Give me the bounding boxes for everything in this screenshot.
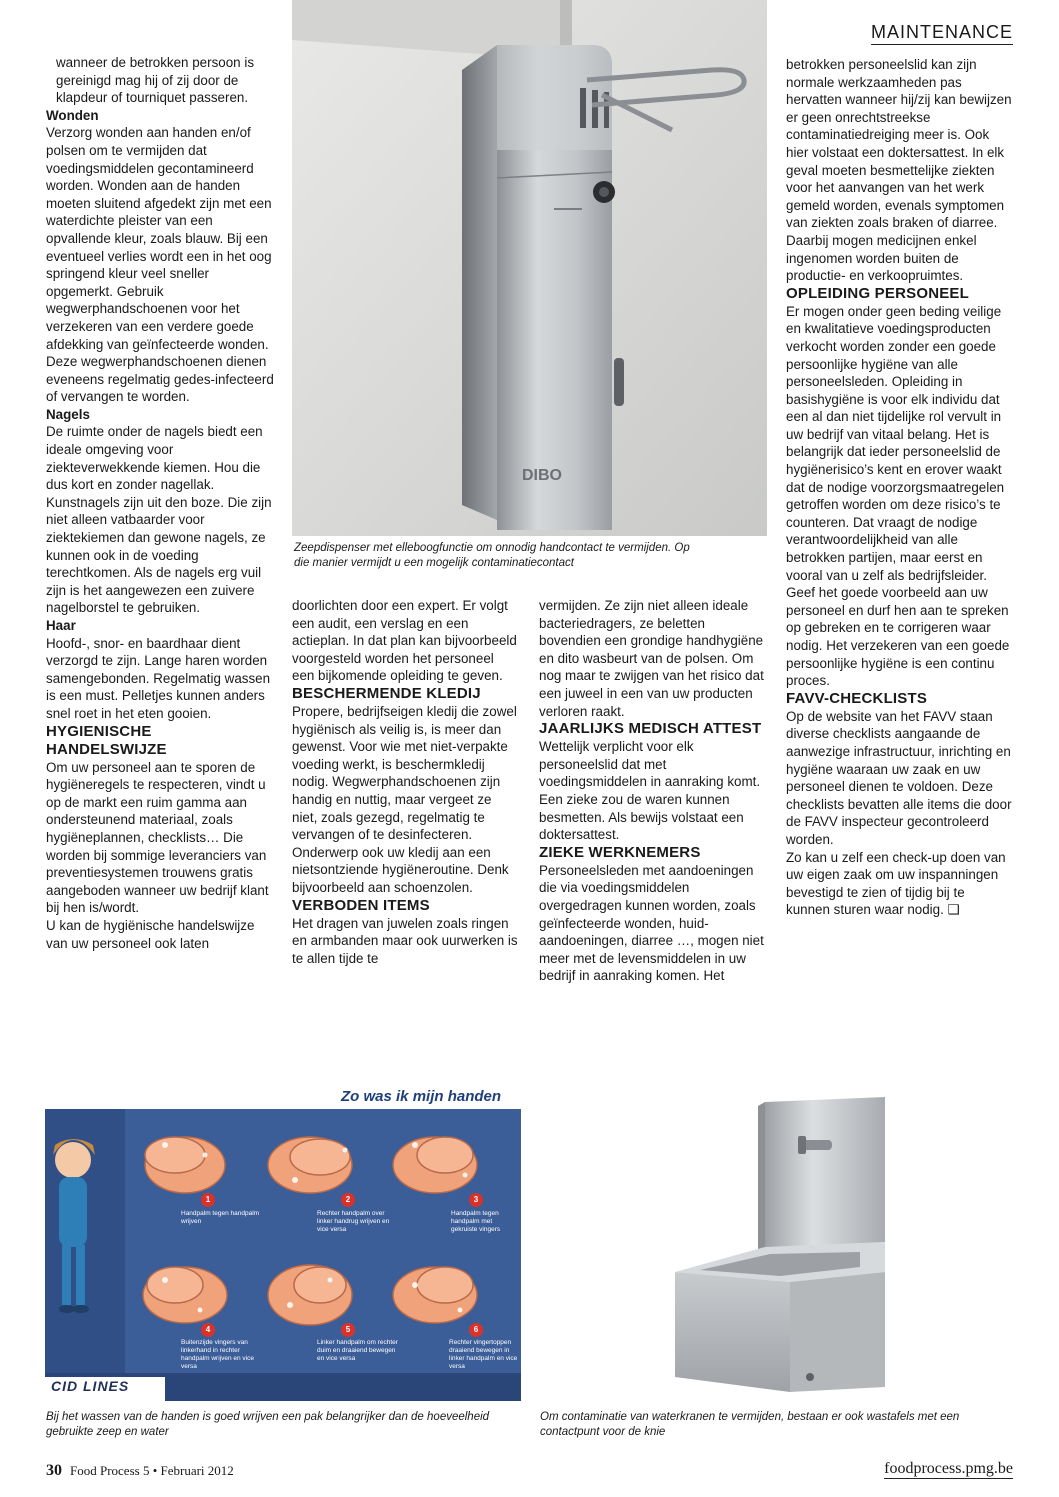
issue-info: Food Process 5 • Februari 2012	[70, 1463, 234, 1478]
zieke-text: Personeelsleden met aandoeningen die via voedingsmiddelen overgedragen kunnen worden, zoals geïnfecteerde wonden, huid-aandoeningen, diarree …, mogen niet meer met de levensmiddelen in uw bedrijf in aanraking komen. Het	[539, 862, 764, 984]
favv-heading: FAVV-CHECKLISTS	[786, 689, 928, 707]
items-heading: VERBODEN ITEMS	[292, 896, 430, 914]
opleiding-text: Er mogen onder geen beding veilige en kwalitatieve voedingsproducten verkocht worden zonder een goede persoonlijke hygiëne van alle personeelsleden. Opleiding in basishygiëne is voor elk individu dat een al dan niet tijdelijke rol vervult in uw bedrijf van vitaal belang. Het is belangrijk dat ieder personeelslid de hygiënerisico’s kent en erover waakt dat de nodige voorzorgsmaatregelen getroffen worden om deze risico’s te counteren. Dat vraagt de nodige verantwoordelijkheid van alle betrokken partijen, maar eerst en vooral van u zelf als bedrijfsleider. Geef het goede voorbeeld aan uw personeel en durf hen aan te spreken op gebreken en te corrigeren waar nodig. Het verzekeren van een goede persoonlijke hygiëne is een continu proces.	[786, 303, 1010, 689]
website-link[interactable]: foodprocess.pmg.be	[884, 1460, 1013, 1477]
favv-text-2	[786, 849, 1012, 919]
step-6-badge: 6	[469, 1323, 483, 1337]
kledij-heading: BESCHERMENDE KLEDIJ	[292, 684, 481, 702]
step-2-label: Rechter handpalm over linker handrug wrijven en vice versa	[317, 1210, 390, 1233]
section-header: MAINTENANCE	[871, 22, 1013, 45]
hygienische-heading: HYGIENISCHE HANDELSWIJZE	[46, 722, 167, 758]
dispenser-caption: Zeepdispenser met elleboogfunctie om onnodig handcontact te vermijden. Op die manier vermijdt u een mogelijk contaminatiecontact	[294, 542, 690, 569]
column-3	[539, 597, 767, 985]
step-4-badge: 4	[201, 1323, 215, 1337]
poster-caption: Bij het wassen van de handen is goed wrijven een pak belangrijker dan de hoeveelheid gebruikte zeep en water	[46, 1411, 490, 1438]
opleiding-heading: OPLEIDING PERSONEEL	[786, 284, 969, 302]
nagels-heading: Nagels	[46, 406, 90, 422]
favv-text-2-body: Zo kan u zelf een check-up doen van uw eigen zaak om uw inspanningen bevestigd te zien of tijdig bij te kunnen sturen waar nodig.	[786, 849, 1006, 918]
poster-brand-logo: CID LINES	[51, 1378, 130, 1394]
wonden-text: Verzorg wonden aan handen en/of polsen om te vermijden dat voedingsmiddelen gecontamineerd worden. Wonden aan de handen moeten sluitend afgedekt zijn met een waterdichte pleister van een opvallende kleur, zoals blauw. Bij een eventueel verlies wordt een in het oog springend kleur veel sneller opgemerkt. Gebruik wegwerphandschoenen voor het verzekeren van een verdere goede afdekking van geïnfecteerde wonden. Deze wegwerphandschoenen dienen eveneens regelmatig gedes-infecteerd of vervangen te worden.	[46, 125, 274, 405]
knee-operated-sink-illustration	[660, 1092, 895, 1397]
step-5-label: Linker handpalm om rechter duim en draaiend bewegen en vice versa	[317, 1339, 398, 1362]
step-5-badge: 5	[341, 1323, 355, 1337]
favv-text-1: Op de website van het FAVV staan diverse checklists aangaande de aanwezige infrastructuur, inrichting en hygiëne waaraan uw zaak en uw personeel dienen te voldoen. Deze checklists bevatten alle items die door de FAVV inspecteur gecontroleerd worden.	[786, 708, 1012, 847]
items-text: Het dragen van juwelen zoals ringen en armbanden maar ook uurwerken is te allen tijde te	[292, 915, 518, 966]
attest-text: Wettelijk verplicht voor elk personeelslid dat met voedingsmiddelen in aanraking komt. Een zieke zou de waren kunnen besmetten. Als bewijs volstaat een doktersattest.	[539, 739, 761, 843]
step-4-label: Buitenzijde vingers van linkerhand in rechter handpalm wrijven en vice versa	[181, 1339, 254, 1370]
step-3-badge: 3	[469, 1193, 483, 1207]
nagels-text: De ruimte onder de nagels biedt een ideale omgeving voor ziekteverwekkende kiemen. Hou die dus kort en zonder nagellak. Kunstnagels zijn uit den boze. Die zijn niet alleen vatbaarder voor ziektekiemen dan gewone nagels, ze kunnen ook in de voeding terechtkomen. Als de nagels erg vuil zijn is het aangewezen een zuivere nagelborstel te gebruiken.	[46, 424, 272, 616]
step-2-badge: 2	[341, 1193, 355, 1207]
dispenser-brand-label: DIBO	[522, 467, 562, 484]
page-number: 30	[46, 1462, 62, 1479]
step-6-label: Rechter vingertoppen draaiend bewegen in linker handpalm en vice versa	[449, 1339, 518, 1370]
sink-caption: Om contaminatie van waterkranen te vermijden, bestaan er ook wastafels met een contactpunt voor de knie	[540, 1411, 960, 1438]
knee-sink-photo	[660, 1092, 895, 1397]
hygienische-text-1: Om uw personeel aan te sporen de hygiëneregels te respecteren, vindt u op de markt een ruim gamma aan ondersteunend materiaal, zoals hygiëneplannen, checklists… Die worden bij sommige leveranciers van preventiesystemen trouwens gratis aangeboden wanneer uw bedrijf klant bij hen is/wordt.	[46, 759, 269, 916]
expert-text: doorlichten door een expert. Er volgt een audit, een verslag en een actieplan. In dat plan kan bijvoorbeeld voorgesteld worden het personeel een bijkomende opleiding te geven.	[292, 598, 517, 684]
soap-dispenser-illustration	[292, 0, 767, 536]
step-3-label: Handpalm tegen handpalm met gekruiste vingers	[451, 1210, 501, 1233]
wonden-heading: Wonden	[46, 107, 99, 123]
zieke-heading: ZIEKE WERKNEMERS	[539, 843, 701, 861]
step-1-badge: 1	[201, 1193, 215, 1207]
end-mark: ❑	[947, 902, 960, 918]
poster-title: Zo was ik mijn handen	[341, 1088, 502, 1105]
haar-text: Hoofd-, snor- en baardhaar dient verzorgd te zijn. Lange haren worden samengebonden. Regelmatig wassen is een must. Pelletjes kunnen anders snel roet in het eten gooien.	[46, 635, 271, 721]
page-footer	[46, 1462, 234, 1480]
juwelen-text: vermijden. Ze zijn niet alleen ideale bacteriedragers, ze beletten bovendien een grondige handhygiëne en dito wasbeurt van de polsen. Om nog maar te zwijgen van het risico dat een juweel in een van uw producten verloren raakt.	[539, 598, 764, 719]
soap-dispenser-photo	[292, 0, 767, 536]
column-4	[786, 56, 1012, 919]
kledij-text: Propere, bedrijfseigen kledij die zowel hygiënisch als veilig is, is meer dan gewenst. Voor wie met niet-verpakte voeding werkt, is beschermkledij nodig. Wegwerphandschoenen zijn handig en nuttig, maar vergeet ze niet, zoals gezegd, regelmatig te vervangen of te desinfecteren. Onderwerp ook uw kledij aan een nietsontziende hygiëneroutine. Denk bijvoorbeeld aan schoenzolen.	[292, 703, 517, 895]
hervatten-text: betrokken personeelslid kan zijn normale werkzaamheden pas hervatten wanneer hij/zij kan bewijzen er geen onrechtstreekse contaminatiedreiging meer is. Ook hier volstaat een doktersattest. In elk geval moeten besmettelijke ziekten voor het aanvangen van het werk gemeld worden, evenals symptomen van ziekten zoals braken of diarree. Daarbij mogen medicijnen enkel ingenomen worden buiten de productie- en verkoopruimtes.	[786, 57, 1012, 284]
attest-heading: JAARLIJKS MEDISCH ATTEST	[539, 720, 762, 738]
step-1-label: Handpalm tegen handpalm wrijven	[181, 1210, 260, 1225]
haar-heading: Haar	[46, 618, 76, 633]
intro-text: wanneer de betrokken persoon is gereinigd mag hij of zij door de klapdeur of tourniquet passeren.	[56, 55, 255, 106]
hygienische-text-2: U kan de hygiënische handelswijze van uw personeel ook laten	[46, 917, 255, 951]
column-2	[292, 597, 518, 967]
column-1	[46, 54, 276, 952]
handwash-poster	[45, 1085, 521, 1401]
